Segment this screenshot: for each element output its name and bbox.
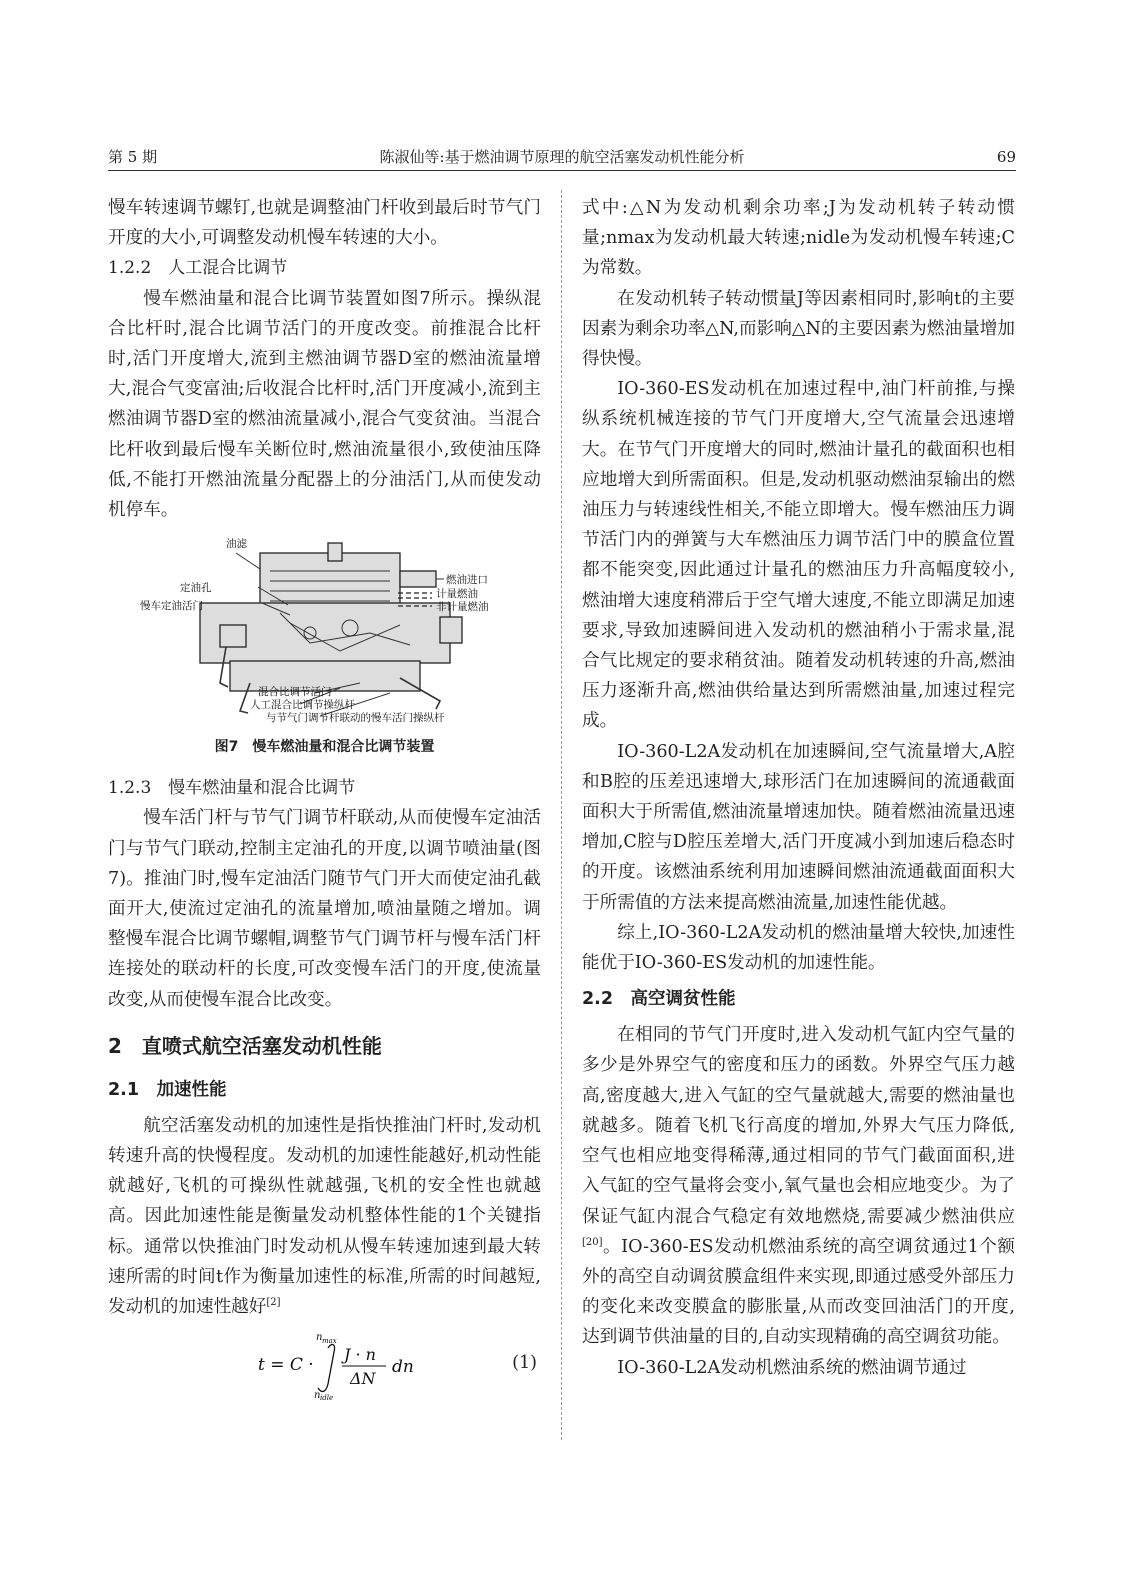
fuel-regulator-diagram [140, 533, 510, 729]
paragraph: 慢车活门杆与节气门调节杆联动,从而使慢车定油活门与节气门联动,控制主定油孔的开度,以调节喷油量(图7)。推油门时,慢车定油活门随节气门开大而使定油孔截面开大,使流过定油孔的流量增加,喷油量随之增加。调整慢车混合比调节螺帽,调整节气门调节杆与慢车活门杆连接处的联动杆的长度,可改变慢车活门的开度,使流量改变,从而使慢车混合比改变。 [108, 808, 541, 1010]
label-unmetered: 非计量燃油 [435, 601, 488, 614]
paragraph: 慢车燃油量和混合比调节装置如图7所示。操纵混合比杆时,混合比调节活门的开度改变。前推混合比杆时,活门开度增大,流到主燃油调节器D室的燃油流量增大,混合气变富油;后收混合比杆时,活门开度减小,流到主燃油调节器D室的燃油流量减小,混合气变贫油。当混合比杆收到最后慢车关断位时,燃油流量很小,致使油压降低,不能打开燃油流量分配器上的分油活门,从而使发动机停车。 [108, 288, 541, 521]
paragraph-text: 。IO-360-ES发动机燃油系统的高空调贫通过1个额外的高空自动调贫膜盒组件来实现,即通过感受外部压力的变化来改变膜盒的膨胀量,从而改变回油活门的开度,达到调节供油量的目的,自动实现精确的高空调贫功能。 [582, 1236, 1015, 1348]
section-heading-2: 2 直喷式航空活塞发动机性能 [108, 1033, 382, 1058]
eq-upper-sub: max [322, 1337, 337, 1346]
equation-1 [108, 1328, 541, 1400]
label-mix-valve: 混合比调节活门 [257, 686, 331, 699]
label-idle-valve: 慢车定油活门 [139, 600, 203, 613]
label-mix-lever: 人工混合比调节操纵杆 [249, 699, 355, 712]
eq-lower: n [314, 1390, 321, 1401]
section-heading-2-2: 2.2 高空调贫性能 [582, 989, 736, 1010]
label-metered: 计量燃油 [435, 588, 478, 601]
paragraph [108, 1111, 541, 1322]
paragraph-text: 航空活塞发动机的加速性是指快推油门杆时,发动机转速升高的快慢程度。发动机的加速性能越好,机动性能就越好,飞机的可操纵性就越强,飞机的安全性也就越高。因此加速性能是衡量发动机整体性能的1个关键指标。通常以快推油门时发动机从慢车转速加速到最大转速所需的时间t作为衡量加速性的标准,所需的时间越短,发动机的加速性越好 [108, 1115, 541, 1318]
inlet-fitting [400, 571, 436, 587]
page-number: 69 [996, 148, 1016, 166]
eq-numerator: J · n [344, 1345, 376, 1365]
right-column [582, 193, 1015, 1383]
header-rule [108, 170, 1016, 171]
section-heading-1-2-2: 1.2.2 人工混合比调节 [108, 258, 288, 279]
filter-cap [328, 543, 342, 561]
figure-7 [108, 533, 541, 759]
right-fitting [440, 617, 462, 643]
figure-caption: 图7 慢车燃油量和混合比调节装置 [214, 739, 435, 756]
paragraph: IO-360-L2A发动机在加速瞬间,空气流量增大,A腔和B腔的压差迅速增大,球形活门在加速瞬间的流通截面面积大于所需值,燃油流量增速加快。随着燃油流量迅速增加,C腔与D腔压差增大,活门开度减小到加速后稳态时的开度。该燃油系统利用加速瞬间燃油流通截面面积大于所需值的方法来提高燃油流量,加速性能优越。 [582, 741, 1015, 913]
label-inlet: 燃油进口 [445, 574, 488, 587]
running-title: 陈淑仙等:基于燃油调节原理的航空活塞发动机性能分析 [379, 148, 745, 166]
paragraph: 综上,IO-360-L2A发动机的燃油量增大较快,加速性能优于IO-360-ES发动机的加速性能。 [582, 922, 1015, 974]
paragraph [582, 1020, 1015, 1352]
running-header [108, 146, 1016, 168]
paragraph: IO-360-L2A发动机燃油系统的燃油调节通过 [617, 1357, 967, 1378]
paragraph: 式中:△N为发动机剩余功率;J为发动机转子转动惯量;nmax为发动机最大转速;nidle为发动机慢车转速;C为常数。 [582, 198, 1015, 279]
section-heading-1-2-3: 1.2.3 慢车燃油量和混合比调节 [108, 778, 356, 799]
label-link-lever: 与节气门调节杆联动的慢车活门操纵杆 [265, 712, 444, 725]
citation: [2] [266, 1297, 281, 1309]
label-orifice: 定油孔 [179, 582, 211, 595]
eq-denominator: ΔN [350, 1369, 376, 1389]
paragraph: 在发动机转子转动惯量J等因素相同时,影响t的主要因素为剩余功率△N,而影响△N的主要因素为燃油量增加得快慢。 [582, 288, 1015, 370]
eq-differential: dn [392, 1357, 414, 1378]
section-heading-2-1: 2.1 加速性能 [108, 1079, 227, 1100]
issue-number: 第 5 期 [108, 148, 158, 166]
eq-upper: n [316, 1332, 323, 1344]
paragraph-text: 在相同的节气门开度时,进入发动机气缸内空气量的多少是外界空气的密度和压力的函数。外界空气压力越高,密度越大,进入气缸的空气量就越大,需要的燃油量也就越多。随着飞机飞行高度的增加,外界大气压力降低,空气也相应地变得稀薄,通过相同的节气门截面面积,进入气缸的空气量将会变小,氧气量也会相应地变少。为了保证气缸内混合气稳定有效地燃烧,需要减少燃油供应 [582, 1025, 1015, 1227]
equation-body [258, 1328, 438, 1400]
column-divider [561, 190, 562, 1440]
equation-number: (1) [512, 1353, 537, 1374]
paragraph: IO-360-ES发动机在加速过程中,油门杆前推,与操纵系统机械连接的节气门开度增大,空气流量会迅速增大。在节气门开度增大的同时,燃油计量孔的截面积也相应地增大到所需面积。但是,发动机驱动燃油泵输出的燃油压力与转速线性相关,不能立即增大。慢车燃油压力调节活门内的弹簧与大车燃油压力调节活门中的膜盒位置都不能突变,因此通过计量孔的燃油压力升高幅度较小,燃油增大速度稍滞后于空气增大速度,不能立即满足加速要求,导致加速瞬间进入发动机的燃油稍小于需求量,混合气比规定的要求稍贫油。随着发动机转速的升高,燃油压力逐渐升高,燃油供给量达到所需燃油量,加速过程完成。 [582, 379, 1015, 732]
left-linkage [220, 625, 246, 647]
paragraph: 慢车转速调节螺钉,也就是调整油门杆收到最后时节气门开度的大小,可调整发动机慢车转速的大小。 [108, 198, 541, 249]
integral-sign [318, 1345, 335, 1392]
eq-lhs: t = C · [258, 1355, 314, 1376]
eq-lower-sub: idle [320, 1394, 334, 1401]
left-column [108, 193, 541, 1400]
label-filter: 油滤 [225, 538, 247, 551]
citation: [20] [582, 1236, 603, 1248]
